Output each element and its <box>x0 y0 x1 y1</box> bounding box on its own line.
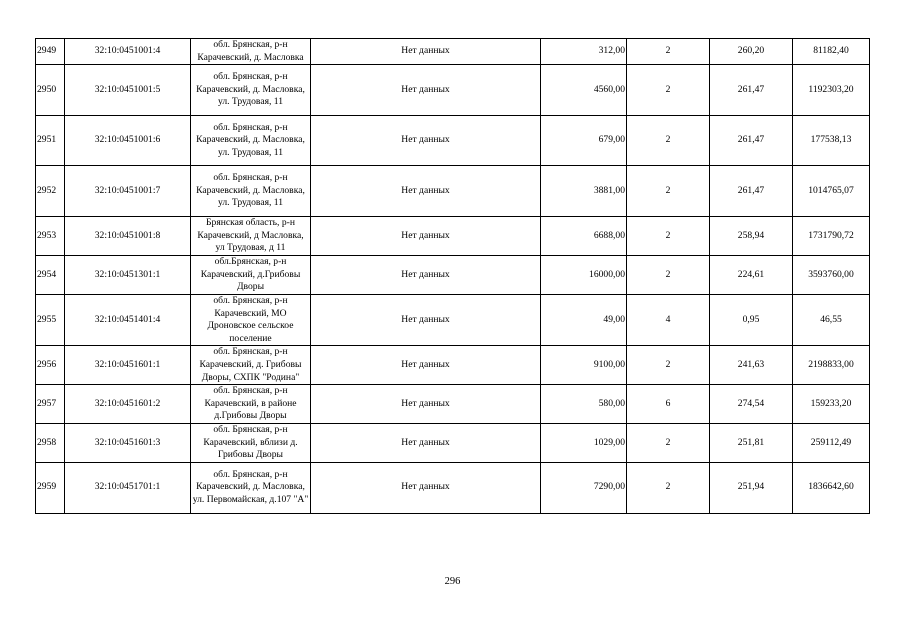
table-row <box>36 39 870 65</box>
note-cell: Нет данных <box>311 65 541 116</box>
specific-value-cell: 260,20 <box>710 39 793 65</box>
cadastral-number-cell: 32:10:0451401:4 <box>65 294 191 345</box>
page-number: 296 <box>444 576 461 587</box>
cadastral-number-cell: 32:10:0451701:1 <box>65 462 191 513</box>
table-row <box>36 385 870 424</box>
table-row <box>36 217 870 256</box>
row-number-cell: 2950 <box>36 65 65 116</box>
row-number-cell: 2951 <box>36 116 65 166</box>
row-number-cell: 2957 <box>36 385 65 424</box>
table-row <box>36 256 870 295</box>
cadastral-value-cell: 159233,20 <box>793 385 870 424</box>
cadastral-number-cell: 32:10:0451601:2 <box>65 385 191 424</box>
row-number-cell: 2959 <box>36 462 65 513</box>
area-cell: 1029,00 <box>541 423 627 462</box>
table-row <box>36 116 870 166</box>
cadastral-value-cell: 81182,40 <box>793 39 870 65</box>
category-cell: 2 <box>627 423 710 462</box>
area-cell: 679,00 <box>541 116 627 166</box>
area-cell: 49,00 <box>541 294 627 345</box>
address-cell: обл. Брянская, р-н Карачевский, д. Грибовы Дворы, СХПК "Родина" <box>191 346 311 385</box>
cadastral-number-cell: 32:10:0451001:4 <box>65 39 191 65</box>
cadastral-value-cell: 3593760,00 <box>793 256 870 295</box>
address-cell: обл. Брянская, р-н Карачевский, д. Масловка, ул. Трудовая, 11 <box>191 116 311 166</box>
category-cell: 2 <box>627 65 710 116</box>
category-cell: 2 <box>627 217 710 256</box>
row-number-cell: 2954 <box>36 256 65 295</box>
specific-value-cell: 251,81 <box>710 423 793 462</box>
cadastral-number-cell: 32:10:0451001:5 <box>65 65 191 116</box>
specific-value-cell: 251,94 <box>710 462 793 513</box>
cadastral-value-cell: 1014765,07 <box>793 166 870 217</box>
row-number-cell: 2949 <box>36 39 65 65</box>
area-cell: 6688,00 <box>541 217 627 256</box>
specific-value-cell: 0,95 <box>710 294 793 345</box>
row-number-cell: 2952 <box>36 166 65 217</box>
category-cell: 4 <box>627 294 710 345</box>
table-row <box>36 166 870 217</box>
note-cell: Нет данных <box>311 39 541 65</box>
note-cell: Нет данных <box>311 256 541 295</box>
note-cell: Нет данных <box>311 116 541 166</box>
specific-value-cell: 261,47 <box>710 116 793 166</box>
note-cell: Нет данных <box>311 462 541 513</box>
cadastral-value-cell: 259112,49 <box>793 423 870 462</box>
address-cell: Брянская область, р-н Карачевский, д Масловка, ул Трудовая, д 11 <box>191 217 311 256</box>
note-cell: Нет данных <box>311 217 541 256</box>
cadastral-number-cell: 32:10:0451001:6 <box>65 116 191 166</box>
address-cell: обл. Брянская, р-н Карачевский, д. Масловка, ул. Первомайская, д.107 "А" <box>191 462 311 513</box>
note-cell: Нет данных <box>311 294 541 345</box>
category-cell: 2 <box>627 462 710 513</box>
cadastral-number-cell: 32:10:0451001:8 <box>65 217 191 256</box>
area-cell: 580,00 <box>541 385 627 424</box>
cadastral-table <box>35 38 870 514</box>
note-cell: Нет данных <box>311 385 541 424</box>
specific-value-cell: 274,54 <box>710 385 793 424</box>
cadastral-value-cell: 177538,13 <box>793 116 870 166</box>
address-cell: обл. Брянская, р-н Карачевский, д. Масловка, ул. Трудовая, 11 <box>191 166 311 217</box>
specific-value-cell: 224,61 <box>710 256 793 295</box>
cadastral-value-cell: 2198833,00 <box>793 346 870 385</box>
row-number-cell: 2958 <box>36 423 65 462</box>
table-row <box>36 423 870 462</box>
table-row <box>36 346 870 385</box>
specific-value-cell: 258,94 <box>710 217 793 256</box>
category-cell: 2 <box>627 166 710 217</box>
table-row <box>36 65 870 116</box>
specific-value-cell: 261,47 <box>710 166 793 217</box>
category-cell: 2 <box>627 256 710 295</box>
address-cell: обл.Брянская, р-н Карачевский, д.Грибовы Дворы <box>191 256 311 295</box>
cadastral-value-cell: 1731790,72 <box>793 217 870 256</box>
row-number-cell: 2953 <box>36 217 65 256</box>
area-cell: 4560,00 <box>541 65 627 116</box>
address-cell: обл. Брянская, р-н Карачевский, д. Масловка, ул. Трудовая, 11 <box>191 65 311 116</box>
note-cell: Нет данных <box>311 166 541 217</box>
category-cell: 2 <box>627 39 710 65</box>
cadastral-number-cell: 32:10:0451301:1 <box>65 256 191 295</box>
cadastral-value-cell: 1192303,20 <box>793 65 870 116</box>
note-cell: Нет данных <box>311 346 541 385</box>
category-cell: 2 <box>627 116 710 166</box>
area-cell: 16000,00 <box>541 256 627 295</box>
specific-value-cell: 241,63 <box>710 346 793 385</box>
cadastral-number-cell: 32:10:0451001:7 <box>65 166 191 217</box>
address-cell: обл. Брянская, р-н Карачевский, МО Дроновское сельское поселение <box>191 294 311 345</box>
table-body <box>36 39 870 514</box>
area-cell: 7290,00 <box>541 462 627 513</box>
specific-value-cell: 261,47 <box>710 65 793 116</box>
cadastral-value-cell: 46,55 <box>793 294 870 345</box>
address-cell: обл. Брянская, р-н Карачевский, д. Масловка <box>191 39 311 65</box>
area-cell: 3881,00 <box>541 166 627 217</box>
address-cell: обл. Брянская, р-н Карачевский, вблизи д. Грибовы Дворы <box>191 423 311 462</box>
table-row <box>36 462 870 513</box>
area-cell: 9100,00 <box>541 346 627 385</box>
address-cell: обл. Брянская, р-н Карачевский, в районе д.Грибовы Дворы <box>191 385 311 424</box>
table-row <box>36 294 870 345</box>
cadastral-number-cell: 32:10:0451601:3 <box>65 423 191 462</box>
cadastral-value-cell: 1836642,60 <box>793 462 870 513</box>
cadastral-number-cell: 32:10:0451601:1 <box>65 346 191 385</box>
row-number-cell: 2955 <box>36 294 65 345</box>
area-cell: 312,00 <box>541 39 627 65</box>
row-number-cell: 2956 <box>36 346 65 385</box>
note-cell: Нет данных <box>311 423 541 462</box>
category-cell: 2 <box>627 346 710 385</box>
category-cell: 6 <box>627 385 710 424</box>
